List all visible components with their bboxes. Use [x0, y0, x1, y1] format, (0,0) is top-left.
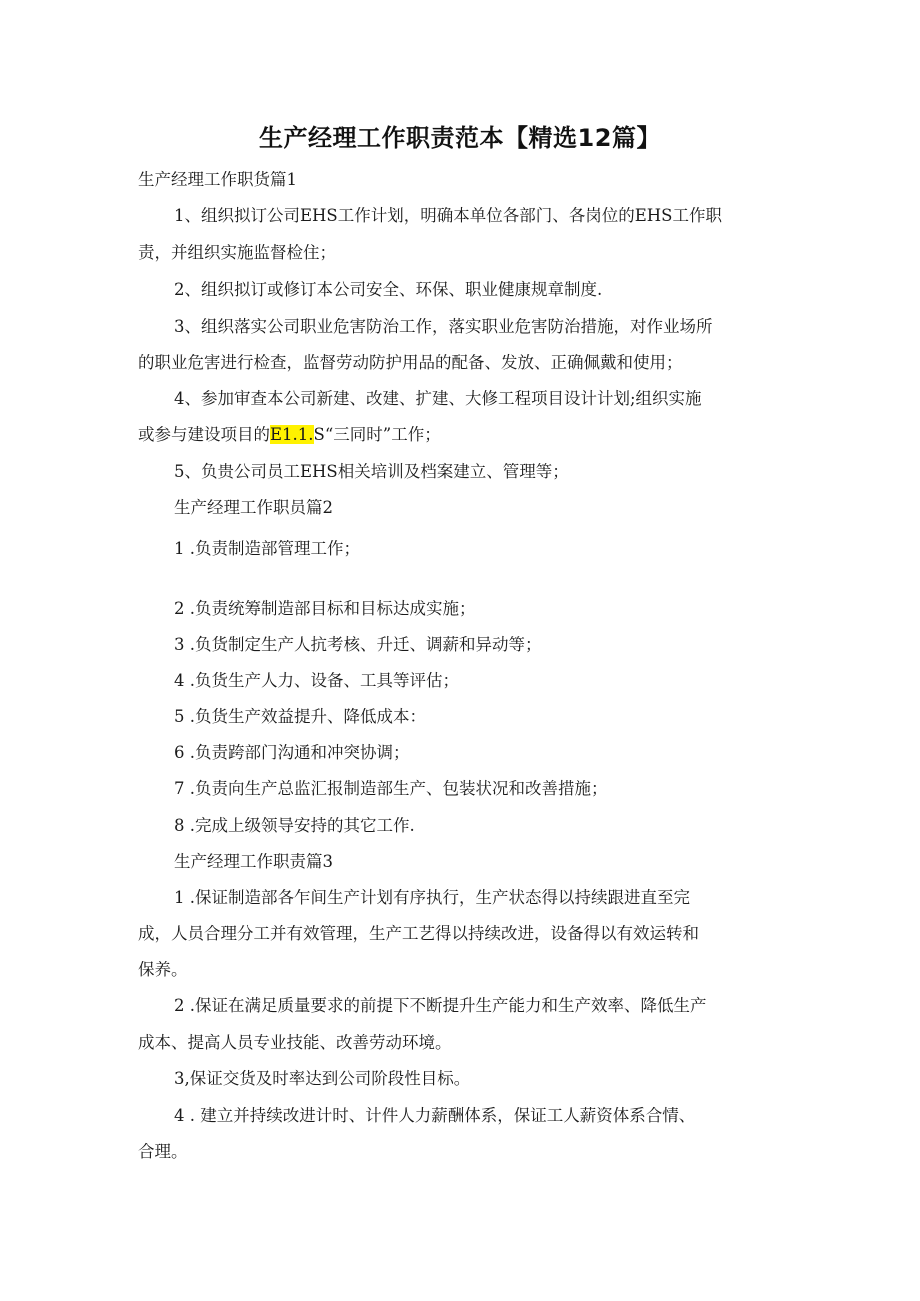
sec1-item1-line2: 责，并组织实施监督检住；	[138, 243, 336, 262]
highlighted-text: E1.1.	[270, 425, 314, 444]
sec3-item4-line1: 4 . 建立并持续改进计时、计件人力薪酬体系，保证工人薪资体系合情、	[174, 1106, 696, 1125]
sec2-item: 3 .负货制定生产人抗考核、升迁、调薪和异动等；	[174, 635, 542, 654]
sec2-item: 4 .负货生产人力、设备、工具等评估；	[174, 671, 459, 690]
sec2-item: 1 .负责制造部管理工作；	[174, 539, 360, 558]
sec1-item4-line2	[138, 425, 441, 445]
section-2-heading: 生产经理工作职员篇2	[174, 498, 333, 517]
section-3-heading: 生产经理工作职责篇3	[174, 852, 333, 871]
section-1-heading: 生产经理工作职货篇1	[138, 170, 297, 189]
sec3-item4-line2: 合理。	[138, 1142, 188, 1161]
sec3-item2-line2: 成本、提高人员专业技能、改善劳动环境。	[138, 1033, 452, 1052]
sec1-item4-line1: 4、参加审查本公司新建、改建、扩建、大修工程项目设计计划;组织实施	[174, 389, 702, 408]
sec3-item2-line1: 2 .保证在满足质量要求的前提下不断提升生产能力和生产效率、降低生产	[174, 996, 707, 1015]
sec1-item4-line2-b: S“三同时”工作；	[313, 425, 441, 444]
sec2-item: 5 .负货生产效益提升、降低成本：	[174, 707, 426, 726]
sec2-item: 8 .完成上级领导安持的其它工作.	[174, 816, 415, 835]
sec1-item1-line1: 1、组织拟订公司EHS工作计划，明确本单位各部门、各岗位的EHS工作职	[174, 206, 722, 225]
sec1-item2: 2、组织拟订或修订本公司安全、环保、职业健康规章制度.	[174, 280, 603, 299]
sec2-item: 7 .负责向生产总监汇报制造部生产、包装状况和改善措施；	[174, 779, 608, 798]
sec1-item4-line2-a: 或参与建设项目的	[138, 425, 270, 444]
sec3-item1-line2: 成，人员合理分工并有效管理，生产工艺得以持续改进，设备得以有效运转和	[138, 924, 699, 943]
sec3-item3: 3,保证交货及时率达到公司阶段性目标。	[174, 1069, 471, 1088]
sec1-item3-line2: 的职业危害进行检查，监督劳动防护用品的配备、发放、正确佩戴和使用；	[138, 353, 683, 372]
sec2-item: 6 .负责跨部门沟通和冲突协调；	[174, 743, 410, 762]
sec3-item1-line3: 保养。	[138, 960, 188, 979]
sec2-item: 2 .负责统筹制造部目标和目标达成实施；	[174, 599, 476, 618]
document-title: 生产经理工作职责范本【精选12篇】	[259, 124, 661, 152]
sec1-item5: 5、负贵公司员工EHS相关培训及档案建立、管理等；	[174, 462, 569, 481]
sec1-item3-line1: 3、组织落实公司职业危害防治工作，落实职业危害防治措施，对作业场所	[174, 317, 713, 336]
sec3-item1-line1: 1 .保证制造部各乍间生产计划有序执行，生产状态得以持续跟进直至完	[174, 888, 690, 907]
